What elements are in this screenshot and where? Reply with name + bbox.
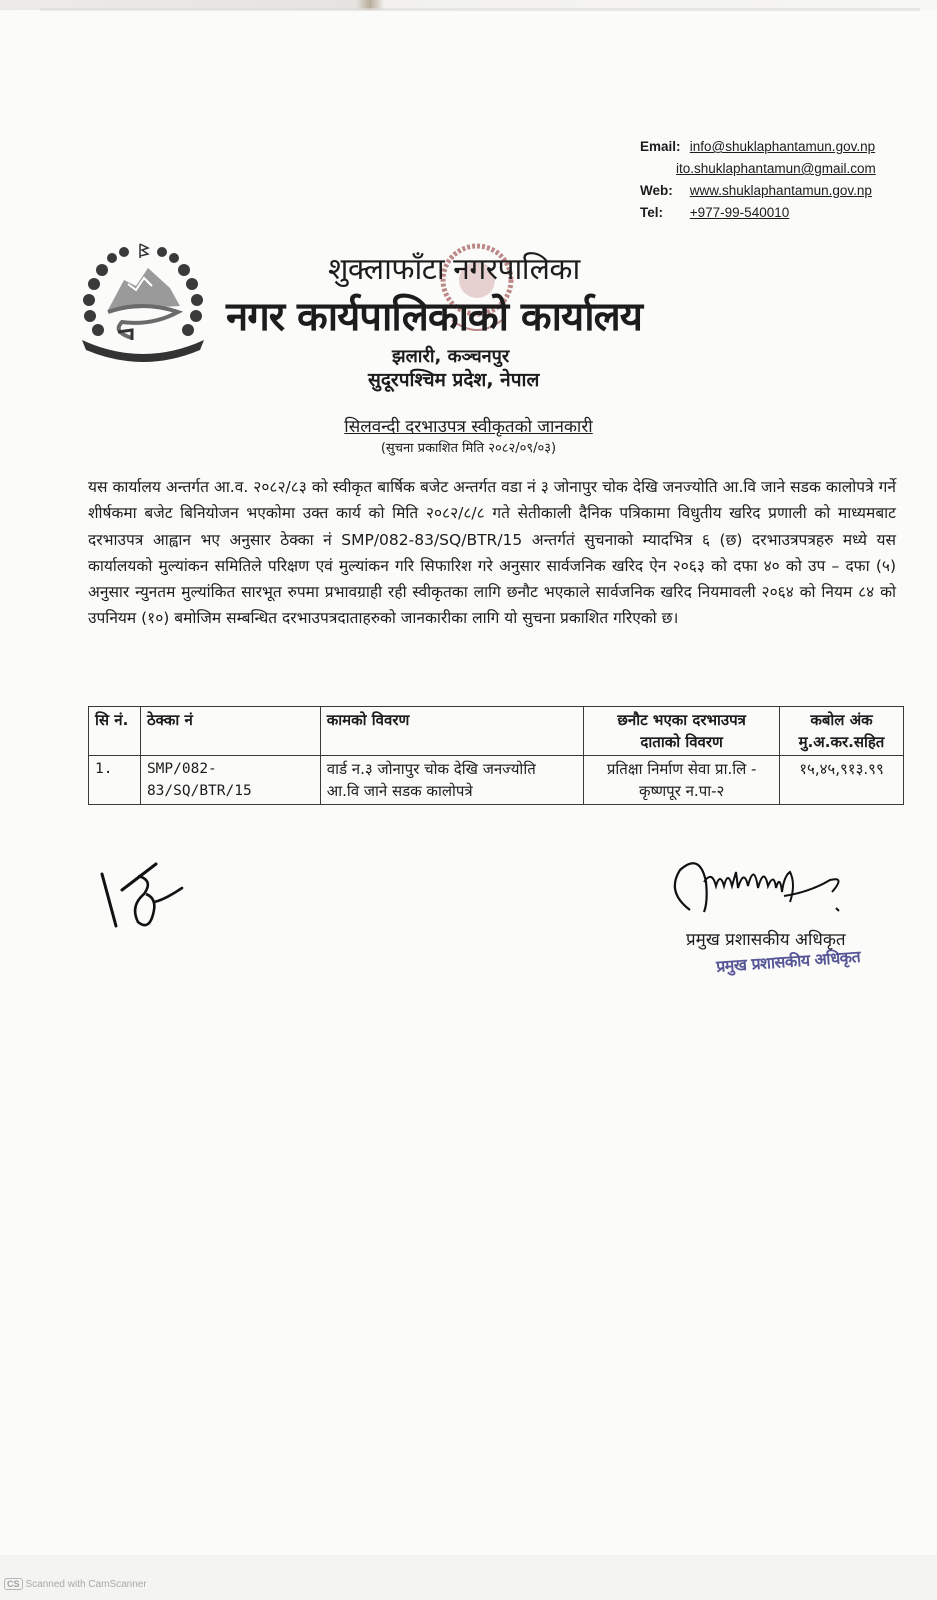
notice-title	[0, 414, 937, 437]
award-table	[88, 706, 904, 805]
email-secondary-link[interactable]: ito.shuklaphantamun@gmail.com	[676, 161, 876, 176]
handwritten-initials-icon	[94, 850, 184, 932]
cell-contract-no	[140, 756, 320, 805]
office-name: नगर कार्यपालिकाको कार्यालय	[226, 294, 642, 340]
table-row	[89, 756, 904, 805]
municipality-name: शुक्लाफाँटा नगरपालिका	[328, 252, 580, 287]
header-amount	[780, 707, 904, 756]
camscanner-watermark	[4, 1578, 147, 1590]
web-row	[640, 180, 876, 202]
address-line-2: सुदूरपश्चिम प्रदेश, नेपाल	[368, 369, 540, 391]
tel-label: Tel:	[640, 205, 663, 220]
header-amount-line2: मु.अ.कर.सहित	[798, 733, 885, 751]
cell-bidder	[584, 756, 780, 805]
header-work-desc: कामको विवरण	[320, 707, 584, 756]
camscanner-logo-icon: CS	[4, 1578, 23, 1590]
header-bidder-line1: छनौट भएका दरभाउपत्र	[617, 711, 746, 729]
notice-body: यस कार्यालय अन्तर्गत आ.व. २०८२/८३ को स्वीकृत बार्षिक बजेट अन्तर्गत वडा नं ३ जोनापुर चोक देखि जनज्योति आ.वि जाने सडक कालोपत्रे गर्ने शीर्षकमा बजेट बिनियोजन भएकोमा उक्त कार्य को मिति २०८२/८/८ गते सेतीकाली दैनिक पत्रिकामा विधुतीय खरिद प्रणाली को माध्यमबाट दरभाउपत्र आह्वान भए अनुसार ठेक्का नं SMP/082-83/SQ/BTR/15 अन्तर्गतं सुचनाको म्यादभित्र ६ (छ) दरभाउत्रपत्रहरु मध्ये यस कार्यालयको मुल्यांकन समितिले परिक्षण एवं मुल्यांकन गरि सिफारिश गरे अनुसार सार्वजनिक खरिद ऐन २०६३ को दफा ४० को उप – दफा (५) अनुसार न्युनतम मुल्यांकित सारभूत रुपमा प्रभावग्राही रही स्वीकृतका लागि छनौट भएकाले सार्वजनिक खरिद नियमावली २०६४ को नियम ८४ को उपनियम (१०) बमोजिम सम्बन्धित दरभाउपत्रदाताहरुको जानकारीका लागि यो सुचना प्रकाशित गरिएको छ।	[88, 478, 896, 628]
contract-no-line1: SMP/082-	[146, 761, 217, 777]
header-contract-no: ठेक्का नं	[140, 707, 320, 756]
bidder-line2: कृष्णपूर न.पा-२	[638, 782, 725, 800]
website-link[interactable]: www.shuklaphantamun.gov.np	[689, 183, 872, 198]
tel-row	[640, 202, 876, 224]
email-primary-link[interactable]: info@shuklaphantamun.gov.np	[689, 139, 876, 154]
cell-sn: 1.	[89, 756, 141, 805]
header-sn: सि नं.	[89, 707, 141, 756]
notice-title-text: सिलवन्दी दरभाउपत्र स्वीकृतको जानकारी	[344, 417, 593, 437]
header-amount-line1: कबोल अंक	[810, 711, 873, 729]
nepal-emblem-icon	[72, 240, 214, 362]
signatory-title: प्रमुख प्रशासकीय अधिकृत	[686, 930, 846, 950]
contact-block	[640, 136, 876, 224]
tel-value: +977-99-540010	[689, 205, 790, 220]
paper-edge-shadow	[40, 8, 920, 11]
web-label: Web:	[640, 183, 673, 198]
contract-no-line2: 83/SQ/BTR/15	[146, 783, 252, 799]
table-header-row	[89, 707, 904, 756]
signature-icon	[660, 852, 870, 932]
cell-work-desc	[320, 756, 584, 805]
header-bidder	[584, 707, 780, 756]
email-label: Email:	[640, 139, 681, 154]
notice-published-date: (सुचना प्रकाशित मिति २०८२/०९/०३)	[380, 441, 557, 456]
email-secondary-row	[640, 158, 876, 180]
email-row	[640, 136, 876, 158]
cell-amount: १५,४५,९१३.९९	[780, 756, 904, 805]
bidder-line1: प्रतिक्षा निर्माण सेवा प्रा.लि -	[606, 760, 757, 778]
work-desc-line2: आ.वि जाने सडक कालोपत्रे	[326, 782, 473, 800]
watermark-text: Scanned with CamScanner	[25, 1579, 147, 1590]
address-line-1: झलारी, कञ्चनपुर	[392, 346, 510, 367]
signatory-stamp: प्रमुख प्रशासकीय अधिकृत	[715, 946, 861, 977]
header-bidder-line2: दाताको विवरण	[640, 733, 723, 751]
work-desc-line1: वार्ड न.३ जोनापुर चोक देखि जनज्योति	[326, 760, 536, 778]
